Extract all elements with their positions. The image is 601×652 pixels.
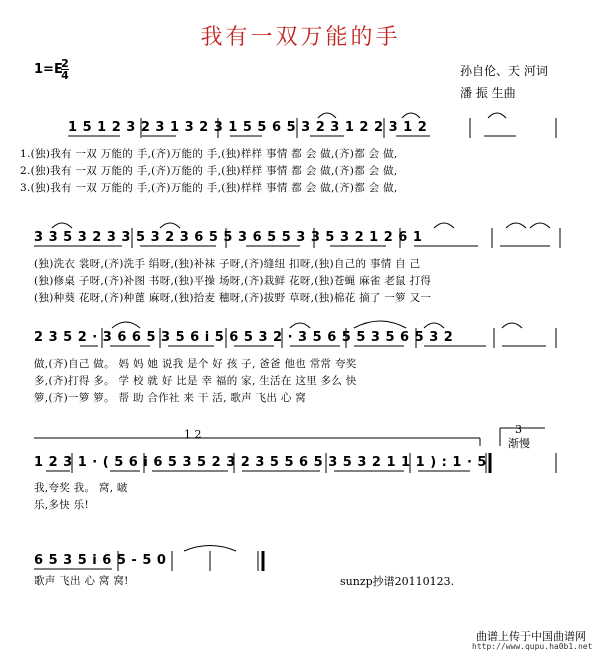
transcriber-signature: sunzp抄谱20110123. — [340, 575, 455, 588]
lyric-row-2-verse-3: (独)种葵 花呀,(齐)种蓖 麻呀,(独)拾麦 穗呀,(齐)拔野 草呀,(独)棉花 摘了 一箩 又一 — [34, 292, 432, 304]
notation-row-1: 1 5 1 2 3 2 3 1 3 2 3 1 5 5 6 5 3 2 3 1 2 2 3 1 2 — [68, 120, 428, 135]
lyric-row-2-verse-1: (独)洗衣 裳呀,(齐)洗手 绢呀,(独)补袜 子呀,(齐)缝纽 扣呀,(独)自己的 事情 自 己 — [34, 258, 421, 270]
lyric-row-4-verse-1: 我,夸奖 我。 窝, 啵 — [34, 482, 128, 494]
barlines-row-1 — [141, 118, 556, 138]
repeat-sign — [486, 453, 490, 473]
barlines-row-2 — [132, 228, 560, 248]
notation-row-3: 2 3 5 2 · 3 6 6 5 3 5 6 i 5 6 5 3 2 · 3 5 6 5 5 3 5 6 5 3 2 — [34, 330, 454, 345]
lyricist-credit: 孙自伦、天 河词 — [460, 64, 548, 78]
final-barline — [258, 551, 263, 571]
lyric-row-3-verse-1: 做,(齐)自己 做。 妈 妈 她 说我 是个 好 孩 子, 爸爸 他也 常常 夸奖 — [34, 358, 357, 370]
lyric-row-2-verse-2: (独)修桌 子呀,(齐)补图 书呀,(独)平操 场呀,(齐)栽鲜 花呀,(独)苍蝇 麻雀 老鼠 打得 — [34, 275, 432, 287]
site-watermark: 曲谱上传于中国曲谱网 — [476, 630, 586, 643]
slurs-row-3 — [112, 321, 522, 328]
tempo-marking: 渐慢 — [508, 437, 530, 450]
lyric-row-5-verse-1: 歌声 飞出 心 窝 窝! — [34, 575, 129, 587]
volta-label-3: 3 — [515, 423, 522, 436]
lyric-row-3-verse-2: 多,(齐)打得 多。 学 校 就 好 比是 幸 福的 家, 生活在 这里 多么 快 — [34, 375, 357, 387]
lyric-row-1-verse-2: 2.(独)我有 一双 万能的 手,(齐)万能的 手,(独)样样 事情 都 会 做,(齐)都 会 做, — [20, 165, 398, 177]
barlines-row-5 — [118, 551, 210, 571]
lyric-row-1-verse-1: 1.(独)我有 一双 万能的 手,(齐)万能的 手,(独)样样 事情 都 会 做,(齐)都 会 做, — [20, 148, 398, 160]
song-title: 我有一双万能的手 — [200, 25, 401, 50]
volta-label-1-2: 1 2 — [184, 428, 202, 441]
slurs-row-2 — [52, 223, 550, 228]
lyric-row-1-verse-3: 3.(独)我有 一双 万能的 手,(齐)万能的 手,(独)样样 事情 都 会 做,(齐)都 会 做, — [20, 182, 398, 194]
site-watermark-url: http://www.qupu.ha0b1.net — [472, 642, 593, 651]
time-denominator: 4 — [61, 69, 69, 82]
barlines-row-4 — [72, 453, 556, 473]
key-signature: 1=E — [34, 62, 63, 77]
composer-credit: 潘 振 生曲 — [460, 86, 516, 100]
time-numerator: 2 — [61, 57, 69, 70]
lyric-row-3-verse-3: 箩,(齐)一箩 箩。 帮 助 合作社 来 干 活, 歌声 飞出 心 窝 — [34, 392, 307, 404]
barlines-row-3 — [102, 328, 556, 348]
notation-row-2: 3 3 5 3 2 3 3 5 3 2 3 6 5 5 3 6 5 5 3 3 5 3 2 1 2 6 1 — [34, 230, 423, 245]
volta-brackets — [34, 428, 545, 446]
slurs-row-5 — [184, 546, 236, 552]
lyric-row-4-verse-2: 乐,多快 乐! — [34, 499, 89, 511]
notation-row-5: 6 5 3 5 i 6 5 - 5 0 — [34, 553, 167, 568]
notation-row-4: 1 2 3 1 · ( 5 6 i 6 5 3 5 2 3 2 3 5 5 6 5 3 5 3 2 1 1 1 ) : 1 · 5 — [34, 455, 487, 470]
slurs-row-1 — [318, 113, 506, 118]
